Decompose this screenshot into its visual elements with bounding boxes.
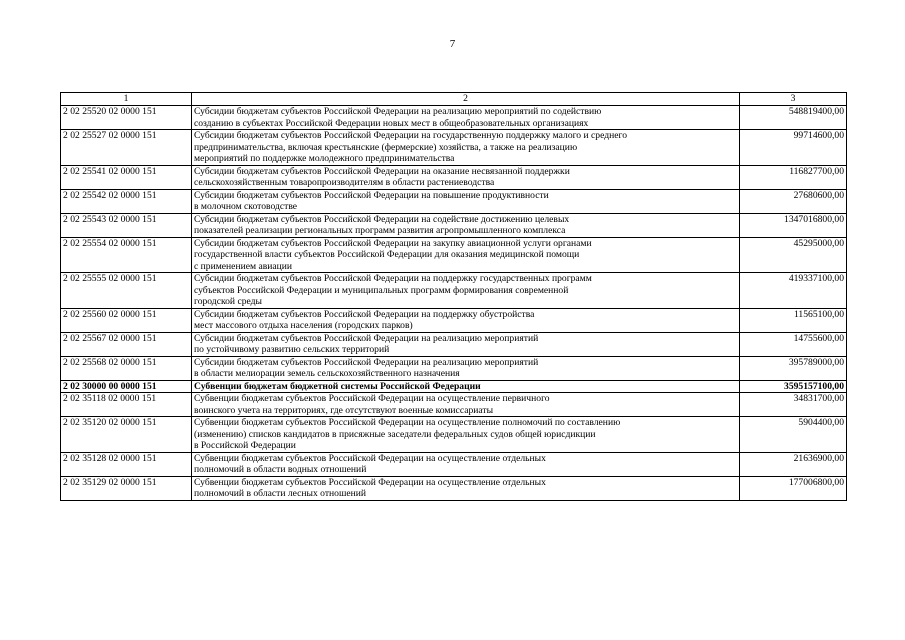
budget-code: 2 02 35118 02 0000 151: [61, 393, 192, 417]
description-line: Субвенции бюджетам бюджетной системы Российской Федерации: [194, 380, 481, 392]
table-row: [61, 380, 847, 393]
amount: 34831700,00: [740, 393, 847, 417]
amount: 116827700,00: [740, 165, 847, 189]
revenue-description: [192, 130, 740, 166]
description-line: Субвенции бюджетам субъектов Российской Федерации на осуществление отдельных: [194, 476, 546, 488]
description-line: мероприятий по поддержке молодежного предпринимательства: [194, 153, 455, 164]
description-line: сельскохозяйственным товаропроизводителям в области растениеводства: [194, 177, 495, 188]
description-line: Субсидии бюджетам субъектов Российской Федерации на закупку авиационной услуги органами: [194, 237, 592, 249]
description-line: Субсидии бюджетам субъектов Российской Федерации на реализацию мероприятий: [194, 332, 539, 344]
budget-code: 2 02 30000 00 0000 151: [61, 380, 192, 393]
description-line: городской среды: [194, 296, 262, 307]
revenue-description: [192, 273, 740, 309]
budget-code: 2 02 25555 02 0000 151: [61, 273, 192, 309]
description-line: с применением авиации: [194, 260, 293, 272]
revenue-description: [192, 106, 740, 130]
column-header-amount: 3: [740, 93, 847, 106]
description-line: созданию в субъектах Российской Федерации новых мест в общеобразовательных организациях: [194, 117, 589, 129]
revenue-description: [192, 476, 740, 500]
table-row: [61, 273, 847, 309]
revenue-description: [192, 332, 740, 356]
table-row: [61, 356, 847, 380]
amount: 548819400,00: [740, 106, 847, 130]
revenue-description: [192, 393, 740, 417]
revenue-description: [192, 417, 740, 453]
budget-code: 2 02 35128 02 0000 151: [61, 452, 192, 476]
table-row: [61, 393, 847, 417]
description-line: Субвенции бюджетам субъектов Российской Федерации на осуществление отдельных: [194, 452, 546, 464]
description-line: Субвенции бюджетам субъектов Российской Федерации на осуществление первичного: [194, 393, 550, 404]
table-row: [61, 213, 847, 237]
column-header-description: 2: [192, 93, 740, 106]
amount: 177006800,00: [740, 476, 847, 500]
revenue-description: [192, 308, 740, 332]
table-row: [61, 189, 847, 213]
table-row: [61, 476, 847, 500]
description-line: по устойчивому развитию сельских территорий: [194, 344, 390, 355]
revenue-description: [192, 356, 740, 380]
description-line: полномочий в области водных отношений: [194, 464, 367, 475]
description-line: Субсидии бюджетам субъектов Российской Федерации на поддержку государственных программ: [194, 273, 592, 284]
column-header-code: 1: [61, 93, 192, 106]
amount: 395789000,00: [740, 356, 847, 380]
revenue-description: [192, 189, 740, 213]
table-row: [61, 308, 847, 332]
budget-code: 2 02 25541 02 0000 151: [61, 165, 192, 189]
amount: 11565100,00: [740, 308, 847, 332]
budget-code: 2 02 25527 02 0000 151: [61, 130, 192, 166]
budget-code: 2 02 25567 02 0000 151: [61, 332, 192, 356]
budget-code: 2 02 25554 02 0000 151: [61, 237, 192, 273]
description-line: мест массового отдыха населения (городских парков): [194, 320, 413, 331]
description-line: субъектов Российской Федерации и муниципальных программ формирования современной: [194, 284, 569, 296]
revenue-description: [192, 380, 740, 393]
budget-code: 2 02 25543 02 0000 151: [61, 213, 192, 237]
description-line: воинского учета на территориях, где отсутствуют военные комиссариаты: [194, 404, 494, 416]
description-line: в молочном скотоводстве: [194, 201, 298, 212]
budget-code: 2 02 25568 02 0000 151: [61, 356, 192, 380]
amount: 1347016800,00: [740, 213, 847, 237]
description-line: Субсидии бюджетам субъектов Российской Федерации на содействие достижению целевых: [194, 213, 570, 225]
revenue-description: [192, 452, 740, 476]
description-line: Субсидии бюджетам субъектов Российской Федерации на реализацию мероприятий по содействию: [194, 106, 602, 117]
revenue-description: [192, 213, 740, 237]
budget-code: 2 02 35129 02 0000 151: [61, 476, 192, 500]
header-row: [61, 93, 847, 106]
amount: 5904400,00: [740, 417, 847, 453]
description-line: государственной власти субъектов Российской Федерации для оказания медицинской помощи: [194, 249, 580, 260]
table-row: [61, 106, 847, 130]
description-line: Субсидии бюджетам субъектов Российской Федерации на реализацию мероприятий: [194, 356, 539, 368]
amount: 14755600,00: [740, 332, 847, 356]
description-line: предпринимательства, включая крестьянские (фермерские) хозяйства, а также на реализацию: [194, 141, 578, 153]
budget-code: 2 02 25560 02 0000 151: [61, 308, 192, 332]
budget-code: 2 02 25542 02 0000 151: [61, 189, 192, 213]
description-line: в области мелиорации земель сельскохозяйственного назначения: [194, 368, 460, 379]
description-line: Субсидии бюджетам субъектов Российской Федерации на оказание несвязанной поддержки: [194, 165, 570, 177]
table-row: [61, 237, 847, 273]
table-row: [61, 165, 847, 189]
description-line: в Российской Федерации: [194, 440, 296, 451]
amount: 419337100,00: [740, 273, 847, 309]
amount: 45295000,00: [740, 237, 847, 273]
revenue-description: [192, 165, 740, 189]
description-line: показателей реализации региональных программ развития агропромышленного комплекса: [194, 225, 566, 236]
budget-code: 2 02 25520 02 0000 151: [61, 106, 192, 130]
budget-code: 2 02 35120 02 0000 151: [61, 417, 192, 453]
amount: 99714600,00: [740, 130, 847, 166]
amount: 3595157100,00: [740, 380, 847, 393]
table-row: [61, 130, 847, 166]
page-number: 7: [449, 38, 456, 50]
table-row: [61, 332, 847, 356]
table-row: [61, 417, 847, 453]
description-line: Субвенции бюджетам субъектов Российской Федерации на осуществление полномочий по составлению: [194, 417, 621, 428]
description-line: Субсидии бюджетам субъектов Российской Федерации на государственную поддержку малого и среднего: [194, 130, 627, 141]
table-row: [61, 452, 847, 476]
table-body: [61, 106, 847, 501]
description-line: полномочий в области лесных отношений: [194, 488, 367, 499]
revenue-table: [60, 92, 847, 501]
amount: 27680600,00: [740, 189, 847, 213]
description-line: Субсидии бюджетам субъектов Российской Федерации на повышение продуктивности: [194, 189, 549, 201]
revenue-description: [192, 237, 740, 273]
description-line: Субсидии бюджетам субъектов Российской Федерации на поддержку обустройства: [194, 308, 535, 320]
amount: 21636900,00: [740, 452, 847, 476]
description-line: (изменению) списков кандидатов в присяжные заседатели федеральных судов общей юрисдикции: [194, 428, 596, 440]
